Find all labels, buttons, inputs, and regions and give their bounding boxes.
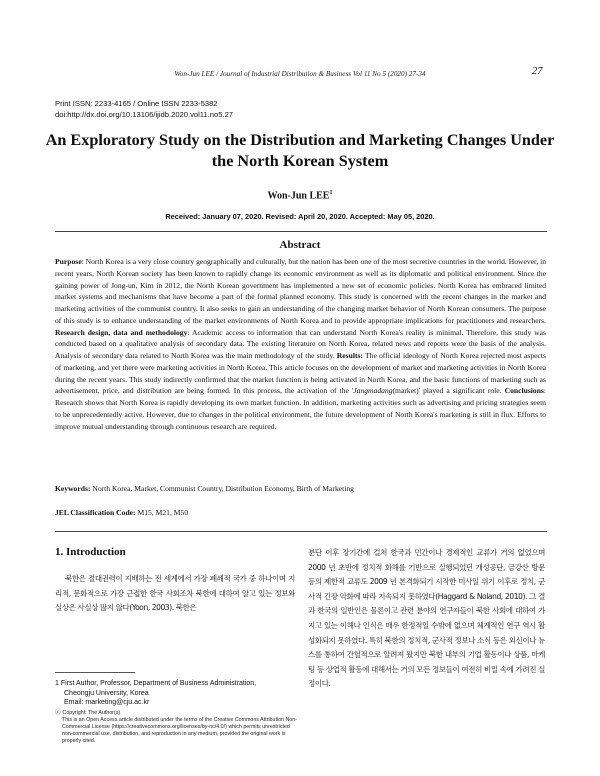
introduction-left-column bbox=[55, 572, 295, 616]
author-footnote bbox=[55, 679, 295, 708]
issn-line: Print ISSN: 2233-4165 / Online ISSN 2233-5382 bbox=[55, 99, 218, 108]
jel-text: M15, M21, M50 bbox=[135, 508, 189, 517]
doi-link[interactable]: doi:http://dx.doi.org/10.13106/ijidb.2020.vol11.no5.27 bbox=[55, 110, 234, 119]
author-name: Won-Jun LEE bbox=[267, 190, 330, 202]
keywords-line bbox=[55, 484, 546, 493]
method-label: Research design, data and methodology bbox=[55, 327, 188, 337]
method-text: : Academic access to information that can understand North Korea's reality is minimal. Therefore, this study was conducted based on a qualitative analysis of secondary data. The existing literature on North Korea, related news and reports were the basis of the analysis. Analysis of secondary data related to North Korea was the main methodology of the study. bbox=[55, 327, 546, 360]
introduction-left-text: 북한은 절대권력이 지배하는 전 세계에서 가장 폐쇄적 국가 중 하나이며 지리적, 문화적으로 가장 근접한 한국 사회조차 북한에 대하여 알고 있는 정보와 실상은 사실상 많지 않다(Yoon, 2003). 북한은 bbox=[55, 574, 295, 613]
jel-label: JEL Classification Code: bbox=[55, 508, 136, 517]
results-label: Results: bbox=[336, 351, 363, 360]
paper-title bbox=[40, 130, 560, 172]
purpose-label: Purpose bbox=[55, 257, 82, 266]
title-line-2: the North Korean System bbox=[211, 152, 389, 170]
copyright-icon: ⓒ bbox=[55, 710, 62, 716]
divider-bottom bbox=[55, 531, 547, 532]
submission-dates: Received: January 07, 2020. Revised: April 20, 2020. Accepted: May 05, 2020. bbox=[165, 212, 435, 221]
results-text-a: The official ideology of North Korea rejected most aspects of marketing, and yet there were marketing activities in North Korea. This article focuses on the development of market and marketing activities in North Korea during the recent years. This study indirectly confirmed that the market function is being activated in North Korea, and the basic functions of marketing such as advertisement, price, and distribution are being formed. In this process, the activation of the ' bbox=[55, 351, 546, 396]
footnote-divider bbox=[55, 672, 135, 673]
footnote-line-1: 1 First Author, Professor, Department of Business Administration, bbox=[55, 680, 257, 687]
license-text: This is an Open Access article distributed under the terms of the Creative Commons Attribution Non-Commercial License (https://creativecommons.org/licenses/by-nc/4.0/) which permits unrestricted non-commercial use, distribution, and reproduction in any medium, provided the original work is properly cited. bbox=[62, 716, 297, 744]
jel-line bbox=[55, 508, 546, 517]
footnote-line-2: Cheongju University, Korea bbox=[64, 689, 149, 697]
conclusions-label: Conclusions bbox=[504, 386, 544, 396]
open-access-notice bbox=[55, 710, 297, 745]
author-footnote-mark: 1 bbox=[329, 190, 333, 196]
results-text-b: (market)' played a significant role. bbox=[392, 386, 502, 396]
divider-top bbox=[55, 231, 547, 232]
page-number: 27 bbox=[532, 66, 543, 77]
author-line bbox=[0, 190, 600, 201]
purpose-text: : North Korea is a very close country geographically and culturally, but the nation has been one of the most secretive countries in the world. However, in recent years, North Korean society has been known to rapidly change its economic environment as well as its diplomatic and political environment. Since the gaining power of Jong-un, Kim in 2012, the North Korean government has implemented a new set of economic policies. North Korea has embraced limited market systems and mechanisms that have become a part of the formal planned economy. This study is concerned with the recent changes in the market and marketing activities of the communist country. It also seeks to gain an understanding of the changing market behavior of North Korean consumers. The purpose of this study is to enhance understanding of the market environments of North Korea and to provide appropriate implications for practitioners and researchers. bbox=[55, 257, 546, 325]
title-line-1: An Exploratory Study on the Distribution and Marketing Changes Under bbox=[45, 131, 555, 149]
issn-block bbox=[55, 98, 233, 120]
abstract-heading: Abstract bbox=[279, 239, 321, 251]
keywords-label: Keywords: bbox=[55, 484, 91, 493]
copyright-line: Copyright: The Author(s) bbox=[62, 710, 121, 716]
footnote-email[interactable]: Email: marketing@cju.ac.kr bbox=[64, 699, 150, 706]
introduction-heading: 1. Introduction bbox=[55, 546, 126, 558]
running-head: Won-Jun LEE / Journal of Industrial Distribution & Business Vol 11 No 5 (2020) 27-34 bbox=[174, 70, 426, 78]
conclusions-text: : Research shows that North Korea is rapidly developing its own market function. In addition, marketing activities such as advertising and pricing strategies seem to be unprecedentedly active. However, due to changes in the political environment, the future development of North Korea's marketing is still in flux. Efforts to improve mutual understanding through continuous research are required. bbox=[55, 386, 546, 431]
abstract-body bbox=[55, 256, 546, 432]
keywords-text: North Korea, Market, Communist Country, Distribution Economy, Birth of Marketing bbox=[90, 484, 354, 493]
results-italic: Jangmadang bbox=[353, 386, 393, 396]
introduction-right-column: 분단 이후 장기간에 걸쳐 한국과 민간이나 경제적인 교류가 거의 없었으며 2000 년 초반에 정치적 화해를 기반으로 실행되었던 개성공단, 금강산 방문 등의 제한적 교류도 2009 년 본격화되기 시작한 미사일 위기 이후로 정치, 군사적 긴장 악화에 따라 지속되지 못하였다(Haggard & Noland, 2010). 그 결과 한국의 일반인은 물론이고 관련 분야의 연구자들이 북한 사회에 대하여 가지고 있는 이해나 인식은 매우 한정적일 수밖에 없으며 체계적인 연구 역시 활성화되지 못하였다. 특히 북한의 정치적, 군사적 정보나 소식 등은 외신이나 뉴스를 통하여 간헐적으로 알려져 왔지만 북한 내부의 기업 활동이나 상품, 마케팅 등 상업적 활동에 대해서는 거의 모든 정보들이 여전히 비밀 속에 가려진 실정이다. bbox=[308, 548, 545, 689]
